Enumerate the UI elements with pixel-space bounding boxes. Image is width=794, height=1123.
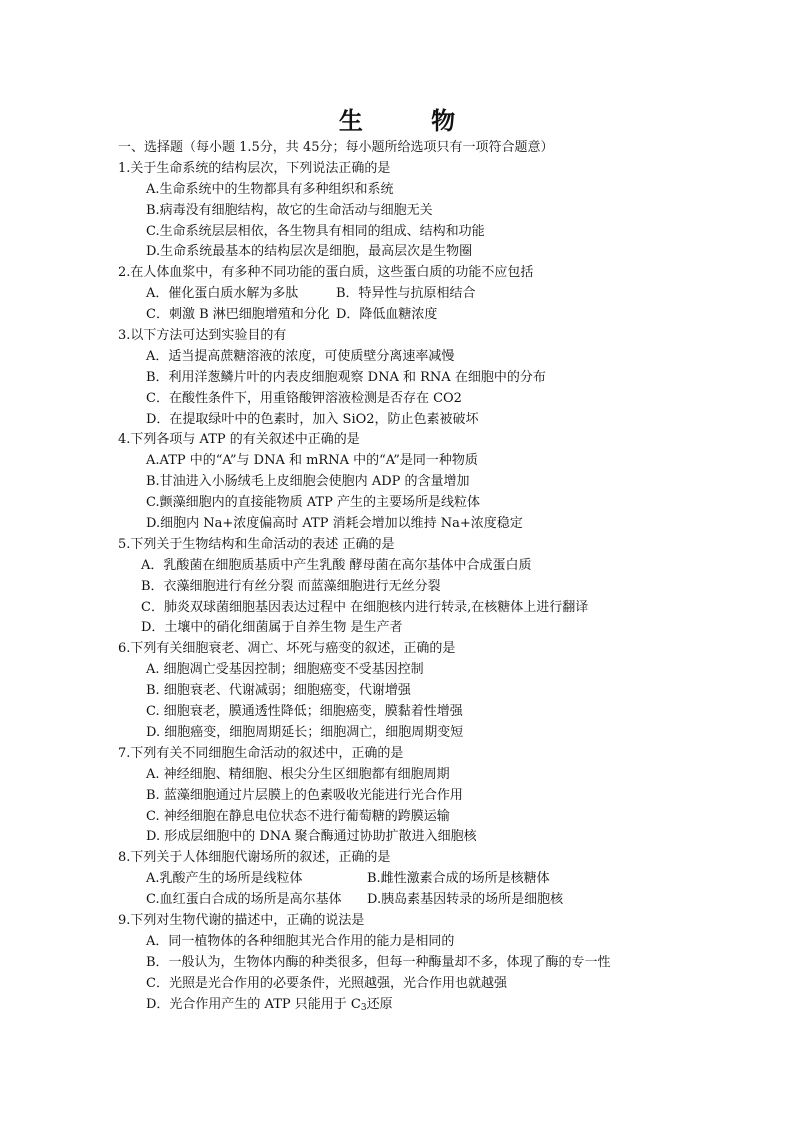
option-row [118, 890, 768, 911]
option-d: D.细胞内 Na+浓度偏高时 ATP 消耗会增加以维持 Na+浓度稳定 [146, 516, 523, 532]
option-d: D．在提取绿叶中的色素时，加入 SiO2，防止色素被破坏 [146, 411, 479, 427]
option-c: C．在酸性条件下，用重铬酸钾溶液检测是否存在 CO2 [146, 390, 462, 406]
option-c: C．刺激 B 淋巴细胞增殖和分化 [146, 307, 330, 323]
question-stem: 3.以下方法可达到实验目的有 [118, 328, 287, 344]
option-a: A.乳酸产生的场所是线粒体 [146, 871, 303, 887]
option-d: D．土壤中的硝化细菌属于自养生物 是生产者 [141, 620, 403, 636]
option-a: A.ATP 中的“A”与 DNA 和 mRNA 中的“A”是同一种物质 [146, 453, 478, 469]
option-c: C.颤藻细胞内的直接能物质 ATP 产生的主要场所是线粒体 [146, 495, 480, 511]
page-title: 生 物 [338, 106, 486, 135]
option-row [118, 284, 768, 305]
option-b: B.雌性激素合成的场所是核糖体 [367, 871, 550, 887]
option-b: B．一般认为，生物体内酶的种类很多，但每一种酶量却不多，体现了酶的专一性 [146, 954, 611, 970]
option-row [118, 305, 768, 326]
option-c: C.血红蛋白合成的场所是高尔基体 [146, 892, 342, 908]
option-d-text: D．光合作用产生的 ATP 只能用于 C [146, 996, 361, 1012]
option-a: A．催化蛋白质水解为多肽 [146, 286, 299, 302]
option-b: B.病毒没有细胞结构，故它的生命活动与细胞无关 [146, 202, 433, 218]
option-b: B. 细胞衰老、代谢减弱；细胞癌变，代谢增强 [146, 683, 411, 699]
option-c: C．肺炎双球菌细胞基因表达过程中 在细胞核内进行转录,在核糖体上进行翻译 [141, 599, 589, 615]
option-a: A．同一植物体的各种细胞其光合作用的能力是相同的 [146, 933, 455, 949]
question-list [118, 138, 768, 1015]
option-c: C.生命系统层层相依，各生物具有相同的组成、结构和功能 [146, 223, 485, 239]
option-row [118, 869, 768, 890]
option-d: D.生命系统最基本的结构层次是细胞，最高层次是生物圈 [146, 244, 473, 260]
option-c: C. 细胞衰老，膜通透性降低；细胞癌变，膜黏着性增强 [146, 704, 463, 720]
section-heading: 一、选择题（每小题 1.5分，共 45分；每小题所给选项只有一项符合题意） [118, 140, 554, 155]
option-b: B. 蓝藻细胞通过片层膜上的色素吸收光能进行光合作用 [146, 787, 463, 803]
option-a: A.生命系统中的生物都具有多种组织和系统 [146, 181, 394, 197]
option-d: D.胰岛素基因转录的场所是细胞核 [367, 892, 564, 908]
option-b: B.甘油进入小肠绒毛上皮细胞会使胞内 ADP 的含量增加 [146, 474, 470, 490]
question-stem: 4.下列各项与 ATP 的有关叙述中正确的是 [118, 432, 360, 448]
question-stem: 2.在人体血浆中，有多种不同功能的蛋白质，这些蛋白质的功能不应包括 [118, 265, 534, 281]
option-d-subscript: 3 [360, 1002, 367, 1013]
question-stem: 7.下列有关不同细胞生命活动的叙述中，正确的是 [118, 745, 404, 761]
option-b: B．利用洋葱鳞片叶的内表皮细胞观察 DNA 和 RNA 在细胞中的分布 [146, 369, 546, 385]
question-stem: 8.下列关于人体细胞代谢场所的叙述，正确的是 [118, 850, 391, 866]
option-d: D. 形成层细胞中的 DNA 聚合酶通过协助扩散进入细胞核 [146, 829, 477, 845]
question-stem: 6.下列有关细胞衰老、凋亡、坏死与癌变的叙述，正确的是 [118, 641, 456, 657]
option-b: B．特异性与抗原相结合 [336, 286, 476, 302]
option-c: C. 神经细胞在静息电位状态不进行葡萄糖的跨膜运输 [146, 808, 450, 824]
question-stem: 9.下列对生物代谢的描述中，正确的说法是 [118, 912, 365, 928]
option-a: A. 细胞凋亡受基因控制；细胞癌变不受基因控制 [146, 662, 424, 678]
option-a: A. 神经细胞、精细胞、根尖分生区细胞都有细胞周期 [146, 766, 450, 782]
option-a: A．适当提高蔗糖溶液的浓度，可使质壁分离速率减慢 [146, 348, 455, 364]
question-stem: 5.下列关于生物结构和生命活动的表述 正确的是 [118, 536, 395, 552]
option-d: D．降低血糖浓度 [336, 307, 438, 323]
option-d-suffix: 还原 [366, 996, 393, 1012]
option-b: B．衣藻细胞进行有丝分裂 而蓝藻细胞进行无丝分裂 [141, 578, 441, 594]
option-c: C．光照是光合作用的必要条件，光照越强，光合作用也就越强 [146, 975, 507, 991]
option-a: A．乳酸菌在细胞质基质中产生乳酸 酵母菌在高尔基体中合成蛋白质 [141, 557, 532, 573]
question-stem: 1.关于生命系统的结构层次，下列说法正确的是 [118, 160, 391, 176]
option-d: D. 细胞癌变，细胞周期延长；细胞凋亡，细胞周期变短 [146, 724, 464, 740]
option-d [118, 995, 768, 1016]
